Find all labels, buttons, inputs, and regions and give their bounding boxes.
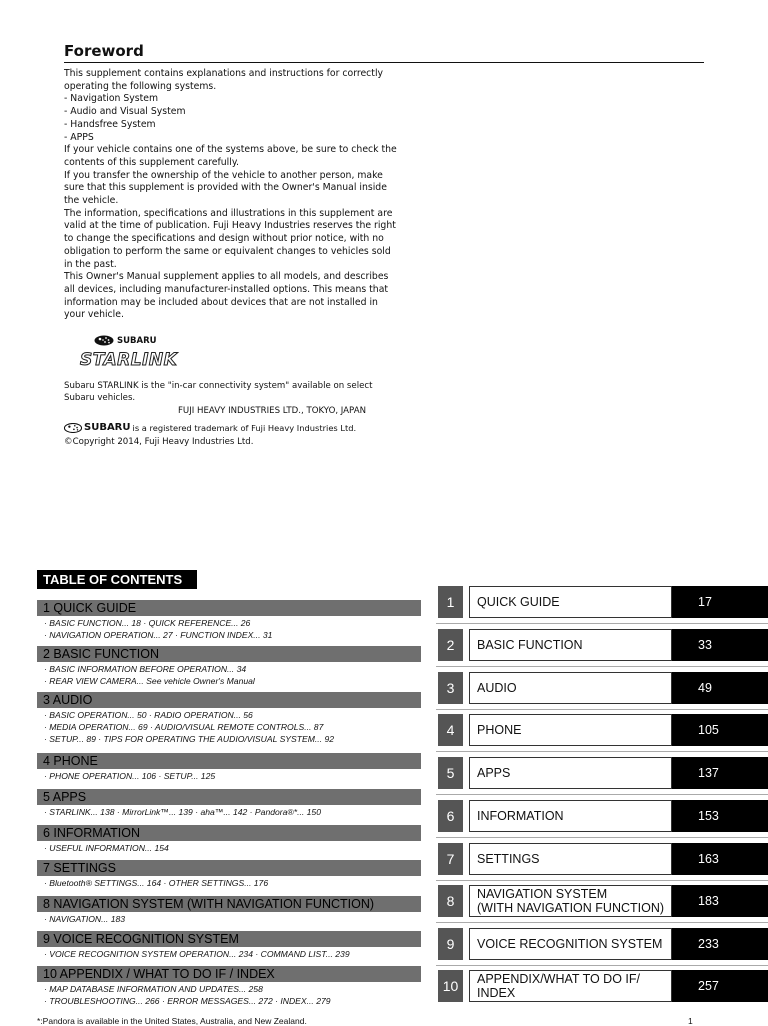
subaru-stars-icon <box>64 423 82 433</box>
foreword-divider <box>64 62 704 63</box>
toc-entry[interactable]: · REAR VIEW CAMERA... See vehicle Owner's Manual <box>44 676 255 686</box>
tab-label-text: APPENDIX/WHAT TO DO IF/ INDEX <box>477 972 640 1000</box>
tab-number: 10 <box>438 970 463 1002</box>
tab-page-number: 33 <box>672 629 768 661</box>
foreword-line: - Audio and Visual System <box>64 106 186 118</box>
trademark-brand: SUBARU <box>84 422 131 433</box>
tab-divider <box>436 922 768 923</box>
foreword-line: the vehicle. <box>64 195 119 207</box>
foreword-line: valid at the time of publication. Fuji Heavy Industries reserves the right <box>64 220 396 232</box>
tab-number: 5 <box>438 757 463 789</box>
toc-entry[interactable]: · TROUBLESHOOTING... 266 · ERROR MESSAGES... 272 · INDEX... 279 <box>44 996 331 1006</box>
tab-number: 1 <box>438 586 463 618</box>
starlink-note: Subaru STARLINK is the "in-car connectivity system" available on select Subaru vehicles. <box>64 381 373 403</box>
foreword-line: all devices, including manufacturer-installed options. This means that <box>64 283 389 295</box>
subaru-logo <box>94 334 157 347</box>
tab-number: 7 <box>438 843 463 875</box>
foreword-line: in the past. <box>64 258 117 270</box>
tab-label-text: NAVIGATION SYSTEM (WITH NAVIGATION FUNCTION) <box>477 887 665 915</box>
foreword-line: This supplement contains explanations and instructions for correctly <box>64 68 384 79</box>
subaru-stars-icon <box>94 335 114 346</box>
toc-entry[interactable]: · VOICE RECOGNITION SYSTEM OPERATION... 234 · COMMAND LIST... 239 <box>44 949 350 959</box>
foreword-line: If your vehicle contains one of the systems above, be sure to check the <box>64 144 397 156</box>
tab-number: 3 <box>438 672 463 704</box>
tab-divider <box>436 965 768 966</box>
tab-label[interactable] <box>469 885 672 917</box>
tab-label[interactable] <box>469 672 672 704</box>
tab-page-number: 105 <box>672 714 768 746</box>
tab-number: 9 <box>438 928 463 960</box>
company-name: FUJI HEAVY INDUSTRIES LTD., TOKYO, JAPAN <box>177 406 366 416</box>
foreword-line: - Handsfree System <box>64 118 156 130</box>
tab-label[interactable] <box>469 970 672 1002</box>
footnote: *:Pandora is available in the United States, Australia, and New Zealand. <box>37 1016 307 1026</box>
tab-label-text: APPS <box>477 766 511 780</box>
toc-entry[interactable]: · BASIC OPERATION... 50 · RADIO OPERATION... 56 <box>44 710 253 720</box>
tab-divider <box>436 794 768 795</box>
tab-label[interactable] <box>469 629 672 661</box>
page-number: 1 <box>688 1016 693 1026</box>
toc-section-header[interactable]: 7 SETTINGS <box>37 860 421 876</box>
tab-page-number: 233 <box>672 928 768 960</box>
copyright: ©Copyright 2014, Fuji Heavy Industries Ltd. <box>64 437 254 447</box>
foreword-line: your vehicle. <box>64 309 124 321</box>
toc-entry[interactable]: · PHONE OPERATION... 106 · SETUP... 125 <box>44 771 216 781</box>
subaru-logo-text: SUBARU <box>117 335 157 346</box>
tab-label[interactable] <box>469 714 672 746</box>
toc-section-header[interactable]: 9 VOICE RECOGNITION SYSTEM <box>37 931 421 947</box>
tab-page-number: 163 <box>672 843 768 875</box>
foreword-line: If you transfer the ownership of the vehicle to another person, make <box>64 169 383 181</box>
foreword-body <box>64 68 397 322</box>
tab-number: 8 <box>438 885 463 917</box>
tab-divider <box>436 880 768 881</box>
foreword-title: Foreword <box>64 42 144 60</box>
toc-section-header[interactable]: 4 PHONE <box>37 753 421 769</box>
toc-section-header[interactable]: 6 INFORMATION <box>37 825 421 841</box>
foreword-line: This Owner's Manual supplement applies to all models, and describes <box>64 271 389 283</box>
foreword-line: operating the following systems. <box>64 80 217 92</box>
trademark-text: is a registered trademark of Fuji Heavy Industries Ltd. <box>132 422 357 433</box>
tab-label-text: INFORMATION <box>477 809 564 823</box>
tab-divider <box>436 837 768 838</box>
foreword-line: obligation to perform the same or equivalent changes to vehicles sold <box>64 245 391 257</box>
tab-divider <box>436 666 768 667</box>
toc-entry[interactable]: · MAP DATABASE INFORMATION AND UPDATES... 258 <box>44 984 263 994</box>
toc-section-header[interactable]: 5 APPS <box>37 789 421 805</box>
tab-label-text: AUDIO <box>477 681 517 695</box>
toc-section-header[interactable]: 1 QUICK GUIDE <box>37 600 421 616</box>
toc-entry[interactable]: · BASIC FUNCTION... 18 · QUICK REFERENCE... 26 <box>44 618 251 628</box>
tab-label-text: PHONE <box>477 723 522 737</box>
toc-entry[interactable]: · STARLINK... 138 · MirrorLink™... 139 · aha™... 142 · Pandora®*... 150 <box>44 807 321 817</box>
starlink-logo: STARLINK <box>80 350 178 370</box>
tab-page-number: 137 <box>672 757 768 789</box>
toc-entry[interactable]: · MEDIA OPERATION... 69 · AUDIO/VISUAL REMOTE CONTROLS... 87 <box>44 722 324 732</box>
toc-section-header[interactable]: 3 AUDIO <box>37 692 421 708</box>
tab-page-number: 153 <box>672 800 768 832</box>
tab-label-text: QUICK GUIDE <box>477 595 560 609</box>
toc-entry[interactable]: · SETUP... 89 · TIPS FOR OPERATING THE AUDIO/VISUAL SYSTEM... 92 <box>44 734 335 744</box>
toc-entry[interactable]: · Bluetooth® SETTINGS... 164 · OTHER SETTINGS... 176 <box>44 878 269 888</box>
tab-number: 2 <box>438 629 463 661</box>
foreword-line: contents of this supplement carefully. <box>64 156 239 168</box>
tab-divider <box>436 709 768 710</box>
trademark-line <box>64 422 356 433</box>
tab-divider <box>436 751 768 752</box>
toc-entry[interactable]: · USEFUL INFORMATION... 154 <box>44 843 169 853</box>
tab-divider <box>436 623 768 624</box>
tab-label[interactable] <box>469 757 672 789</box>
toc-entry[interactable]: · NAVIGATION... 183 <box>44 914 126 924</box>
tab-page-number: 49 <box>672 672 768 704</box>
tab-page-number: 17 <box>672 586 768 618</box>
foreword-line: to change the specifications and design without prior notice, with no <box>64 233 384 245</box>
tab-label[interactable] <box>469 928 672 960</box>
tab-number: 4 <box>438 714 463 746</box>
foreword-line: - APPS <box>64 131 94 143</box>
tab-page-number: 183 <box>672 885 768 917</box>
tab-label-text: BASIC FUNCTION <box>477 638 583 652</box>
foreword-line: information may be included about devices that are not installed in <box>64 296 378 308</box>
toc-section-header[interactable]: 2 BASIC FUNCTION <box>37 646 421 662</box>
tab-label[interactable] <box>469 800 672 832</box>
tab-label-text: VOICE RECOGNITION SYSTEM <box>477 937 663 951</box>
tab-label[interactable] <box>469 843 672 875</box>
tab-number: 6 <box>438 800 463 832</box>
toc-section-header[interactable]: 10 APPENDIX / WHAT TO DO IF / INDEX <box>37 966 421 982</box>
tab-page-number: 257 <box>672 970 768 1002</box>
tab-label-text: SETTINGS <box>477 852 540 866</box>
toc-entry[interactable]: · NAVIGATION OPERATION... 27 · FUNCTION INDEX... 31 <box>44 630 273 640</box>
toc-section-header[interactable]: 8 NAVIGATION SYSTEM (WITH NAVIGATION FUNCTION) <box>37 896 421 912</box>
foreword-line: The information, specifications and illustrations in this supplement are <box>64 207 393 219</box>
toc-entry[interactable]: · BASIC INFORMATION BEFORE OPERATION... 34 <box>44 664 247 674</box>
foreword-line: sure that this supplement is provided with the Owner's Manual inside <box>64 182 387 194</box>
tab-label[interactable] <box>469 586 672 618</box>
toc-title: TABLE OF CONTENTS <box>37 570 197 589</box>
foreword-line: - Navigation System <box>64 93 159 105</box>
